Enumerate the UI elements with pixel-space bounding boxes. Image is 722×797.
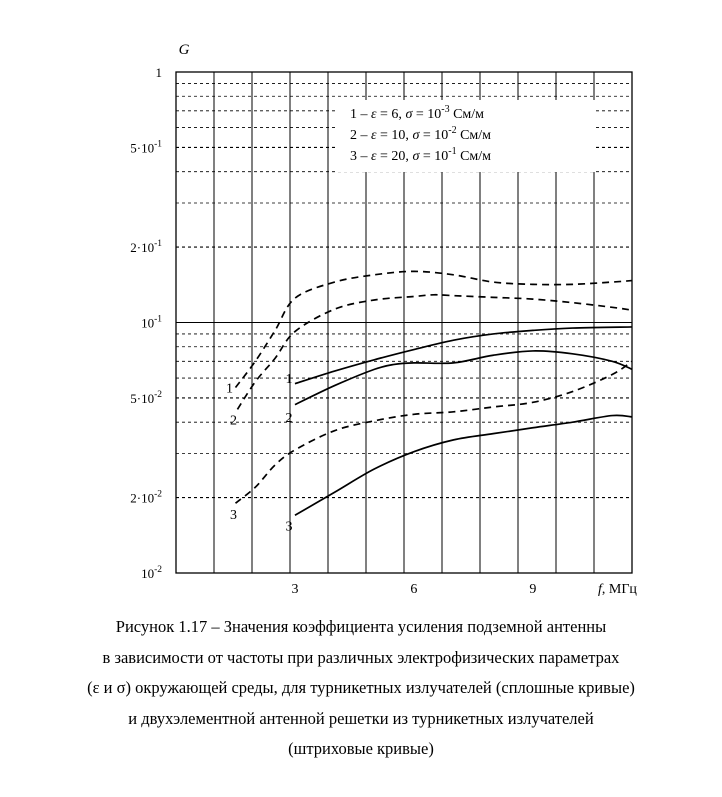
legend-eps-symbol: ε — [371, 107, 377, 122]
x-axis-unit: , МГц — [601, 582, 637, 597]
legend-unit: См/м — [456, 149, 492, 164]
y-tick-label — [130, 490, 162, 506]
legend-sigma-base: = 10 — [419, 128, 449, 143]
y-tick-label — [130, 239, 162, 255]
y-tick-label — [141, 315, 162, 331]
legend-unit: См/м — [449, 107, 485, 122]
legend-sigma-symbol: σ — [412, 149, 420, 164]
curve-label: 3 — [229, 508, 237, 524]
legend-sigma-base: = 10 — [419, 149, 449, 164]
legend-entry — [350, 125, 491, 143]
x-axis-symbol: f — [598, 582, 602, 597]
curve-label: 1 — [285, 372, 293, 388]
legend-sigma-symbol: σ — [412, 128, 420, 143]
x-axis-label — [598, 582, 637, 597]
caption-line-2: в зависимости от частоты при различных электрофизических параметрах — [102, 647, 620, 667]
legend-num: 1 – — [350, 107, 371, 122]
legend-num: 3 – — [350, 149, 371, 164]
y-tick-mantissa: 10 — [141, 566, 155, 581]
x-tick-label: 3 — [291, 582, 299, 597]
curves — [226, 271, 632, 534]
y-tick-label — [141, 565, 162, 581]
legend-entry — [350, 146, 491, 164]
y-tick-exponent: -1 — [154, 239, 162, 250]
caption-line-3: (ε и σ) окружающей среды, для турникетных излучателей (сплошные кривые) — [87, 678, 635, 697]
curve-label: 1 — [226, 381, 234, 397]
curve-label: 2 — [285, 410, 293, 426]
y-tick-exponent: -2 — [154, 489, 162, 500]
curve-label: 2 — [229, 413, 237, 429]
legend — [338, 100, 596, 172]
legend-entry — [350, 104, 484, 122]
y-tick-exponent: -1 — [154, 314, 162, 325]
curve-label: 3 — [285, 519, 293, 535]
x-tick-label: 9 — [529, 582, 537, 597]
y-tick-exponent: -1 — [154, 139, 162, 150]
y-tick-mantissa: 5·10 — [130, 140, 155, 156]
y-tick-mantissa: 1 — [155, 65, 162, 80]
y-tick-mantissa: 10 — [141, 315, 155, 331]
caption-line-4: и двухэлементной антенной решетки из турникетных излучателей — [128, 708, 594, 728]
legend-sigma-exp: -2 — [448, 125, 457, 136]
y-tick-exponent: -2 — [154, 389, 162, 400]
caption-line-1: Рисунок 1.17 – Значения коэффициента усиления подземной антенны — [115, 617, 607, 636]
y-axis-label: G — [178, 42, 190, 58]
curve-solid-3 — [295, 415, 632, 515]
figure-caption — [0, 612, 722, 765]
legend-unit: См/м — [456, 128, 492, 143]
legend-eps-value: = 20, — [376, 149, 413, 164]
y-tick-mantissa: 5·10 — [130, 390, 155, 406]
legend-eps-symbol: ε — [371, 128, 377, 143]
legend-sigma-exp: -3 — [441, 104, 450, 115]
y-tick-mantissa: 2·10 — [130, 490, 155, 506]
x-tick-label: 6 — [410, 582, 418, 597]
y-tick-label — [156, 65, 163, 80]
legend-num: 2 – — [350, 128, 371, 143]
legend-sigma-base: = 10 — [412, 107, 442, 122]
legend-eps-value: = 6, — [376, 107, 406, 122]
legend-sigma-symbol: σ — [405, 107, 413, 122]
curve-dashed-1 — [235, 271, 632, 387]
y-tick-label — [130, 139, 162, 155]
legend-sigma-exp: -1 — [448, 146, 457, 157]
y-tick-label — [130, 390, 162, 406]
curve-dashed-3 — [235, 361, 632, 503]
y-tick-mantissa: 2·10 — [130, 240, 155, 256]
legend-eps-symbol: ε — [371, 149, 377, 164]
caption-line-5: (штриховые кривые) — [288, 739, 434, 758]
y-tick-exponent: -2 — [154, 565, 162, 575]
legend-eps-value: = 10, — [376, 128, 413, 143]
